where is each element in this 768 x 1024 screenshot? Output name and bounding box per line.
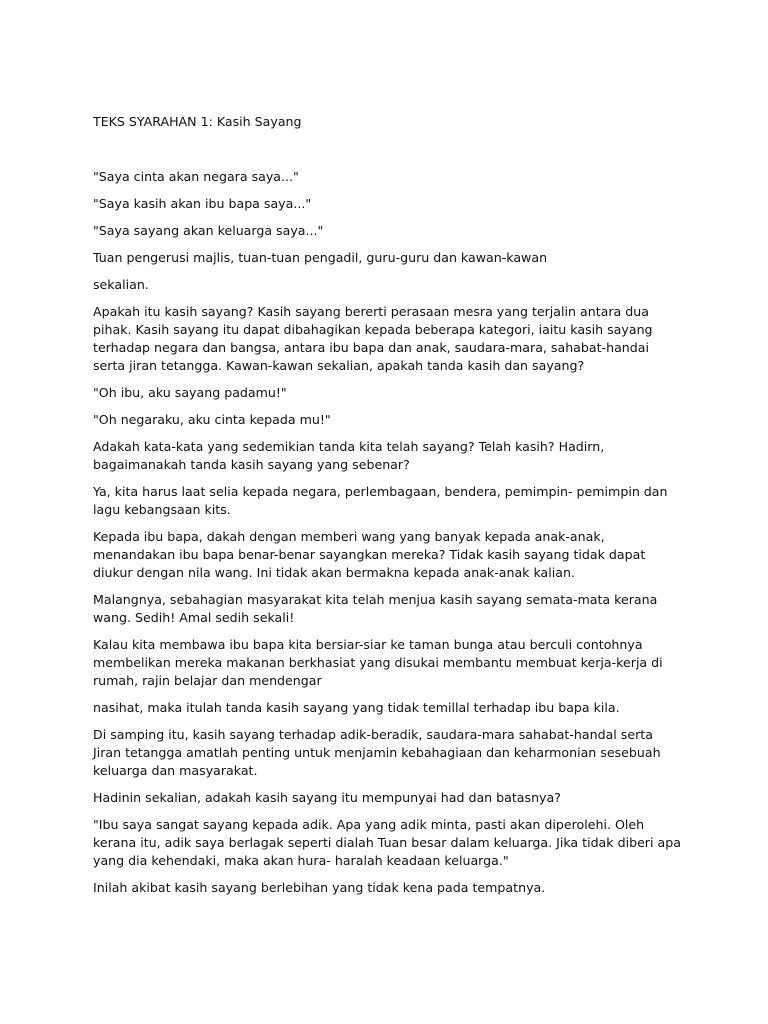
paragraph-5: sekalian. bbox=[93, 277, 149, 292]
paragraph-13: Kalau kita membawa ibu bapa kita bersiar-siar ke taman bunga atau berculi contohnya membelikan mereka makanan berkhasiat yang disukai membantu membuat kerja-kerja di rumah, rajin belajar dan mendengar bbox=[93, 637, 663, 688]
paragraph-10: Ya, kita harus laat selia kepada negara, perlembagaan, bendera, pemimpin- pemimpin dan lagu kebangsaan kits. bbox=[93, 484, 668, 517]
paragraph-8: "Oh negaraku, aku cinta kepada mu!" bbox=[93, 412, 331, 427]
paragraph-7: "Oh ibu, aku sayang padamu!" bbox=[93, 385, 287, 400]
paragraph-2: "Saya kasih akan ibu bapa saya..." bbox=[93, 196, 312, 211]
paragraph-12: Malangnya, sebahagian masyarakat kita telah menjua kasih sayang semata-mata kerana wang. Sedih! Amal sedih sekali! bbox=[93, 592, 658, 625]
paragraph-15: Di samping itu, kasih sayang terhadap adik-beradik, saudara-mara sahabat-handal serta Jiran tetangga amatlah penting untuk menjamin kebahagiaan dan keharmonian sesebuah keluarga dan masyarakat. bbox=[93, 727, 661, 778]
paragraph-14: nasihat, maka itulah tanda kasih sayang yang tidak temillal terhadap ibu bapa kila. bbox=[93, 700, 620, 715]
document-title: TEKS SYARAHAN 1: Kasih Sayang bbox=[93, 114, 302, 129]
paragraph-4: Tuan pengerusi majlis, tuan-tuan pengadil, guru-guru dan kawan-kawan bbox=[93, 250, 548, 265]
paragraph-6: Apakah itu kasih sayang? Kasih sayang bererti perasaan mesra yang terjalin antara dua pihak. Kasih sayang itu dapat dibahagikan kepada beberapa kategori, iaitu kasih sayang terhadap negara dan bangsa, antara ibu bapa dan anak, saudara-mara, sahabat-handai serta jiran tetangga. Kawan-kawan sekalian, apakah tanda kasih dan sayang? bbox=[93, 304, 653, 373]
paragraph-3: "Saya sayang akan keluarga saya..." bbox=[93, 223, 324, 238]
paragraph-18: Inilah akibat kasih sayang berlebihan yang tidak kena pada tempatnya. bbox=[93, 880, 546, 895]
paragraph-17: "Ibu saya sangat sayang kepada adik. Apa yang adik minta, pasti akan diperolehi. Oleh kerana itu, adik saya berlagak seperti dialah Tuan besar dalam keluarga. Jika tidak diberi apa yang dia kehendaki, maka akan hura- haralah keadaan keluarga." bbox=[93, 817, 681, 868]
paragraph-9: Adakah kata-kata yang sedemikian tanda kita telah sayang? Telah kasih? Hadirn, bagaimanakah tanda kasih sayang yang sebenar? bbox=[93, 439, 605, 472]
paragraph-16: Hadinin sekalian, adakah kasih sayang itu mempunyai had dan batasnya? bbox=[93, 790, 561, 805]
paragraph-11: Kepada ibu bapa, dakah dengan memberi wang yang banyak kepada anak-anak, menandakan ibu bapa benar-benar sayangkan mereka? Tidak kasih sayang tidak dapat diukur dengan nila wang. Ini tidak akan bermakna kepada anak-anak kalian. bbox=[93, 529, 646, 580]
document-page bbox=[93, 113, 683, 906]
paragraph-1: "Saya cinta akan negara saya..." bbox=[93, 169, 299, 184]
